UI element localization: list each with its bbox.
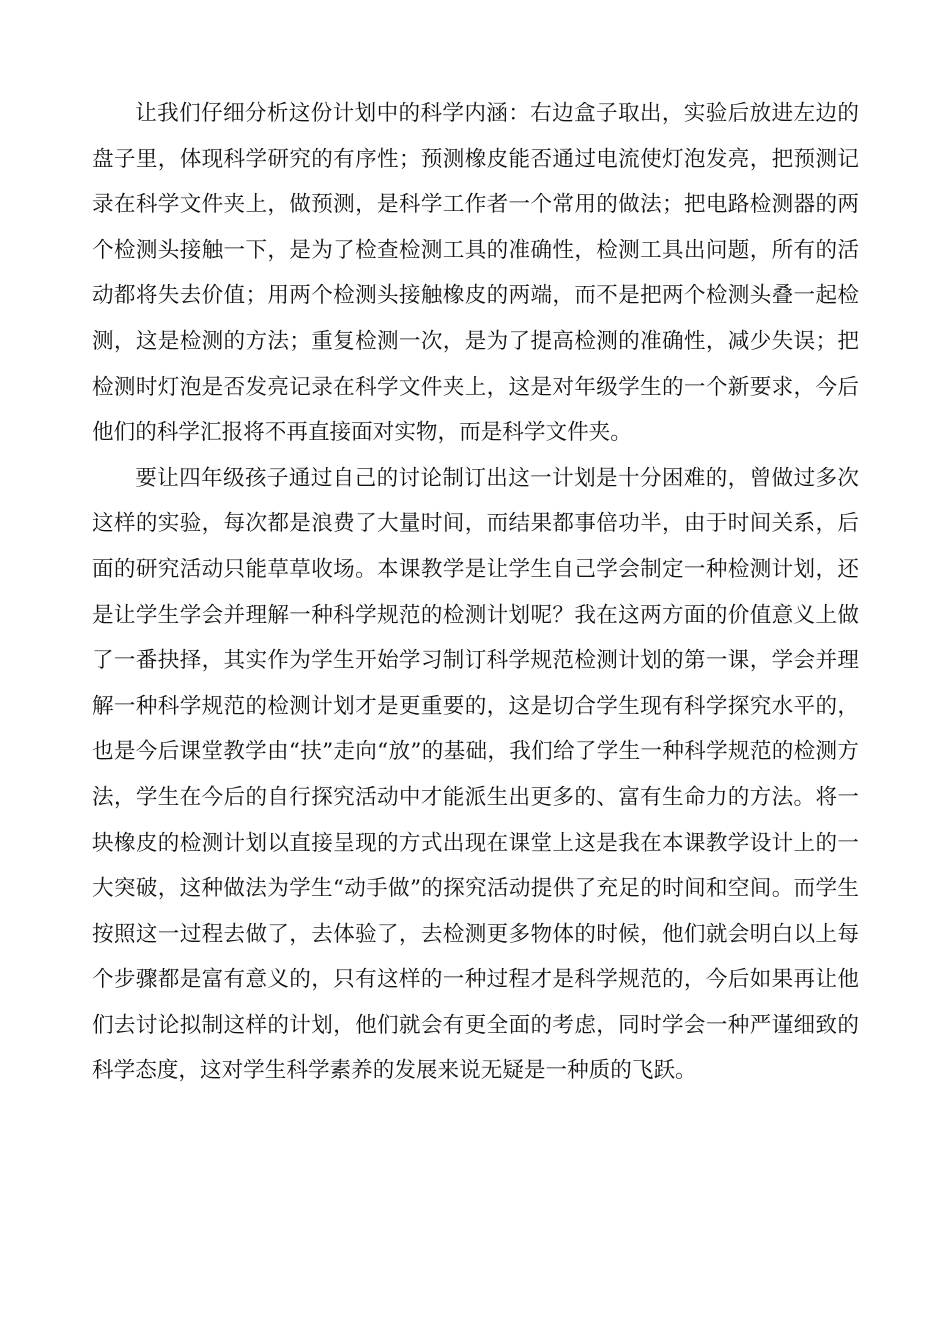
paragraph-2: 要让四年级孩子通过自己的讨论制订出这一计划是十分困难的，曾做过多次这样的实验，每次都是浪费了大量时间，而结果都事倍功半，由于时间关系，后面的研究活动只能草草收场。本课教学是让学生自己学会制定一种检测计划，还是让学生学会并理解一种科学规范的检测计划呢？我在这两方面的价值意义上做了一番抉择，其实作为学生开始学习制订科学规范检测计划的第一课，学会并理解一种科学规范的检测计划才是更重要的，这是切合学生现有科学探究水平的，也是今后课堂教学由“扶”走向“放”的基础，我们给了学生一种科学规范的检测方法，学生在今后的自行探究活动中才能派生出更多的、富有生命力的方法。将一块橡皮的检测计划以直接呈现的方式出现在课堂上这是我在本课教学设计上的一大突破，这种做法为学生“动手做”的探究活动提供了充足的时间和空间。而学生按照这一过程去做了，去体验了，去检测更多物体的时候，他们就会明白以上每个步骤都是富有意义的，只有这样的一种过程才是科学规范的，今后如果再让他们去讨论拟制这样的计划，他们就会有更全面的考虑，同时学会一种严谨细致的科学态度，这对学生科学素养的发展来说无疑是一种质的飞跃。 (92, 465, 859, 1084)
paragraph-1: 让我们仔细分析这份计划中的科学内涵：右边盒子取出，实验后放进左边的盘子里，体现科学研究的有序性；预测橡皮能否通过电流使灯泡发亮，把预测记录在科学文件夹上，做预测，是科学工作者一个常用的做法；把电路检测器的两个检测头接触一下，是为了检查检测工具的准确性，检测工具出问题，所有的活动都将失去价值；用两个检测头接触橡皮的两端，而不是把两个检测头叠一起检测，这是检测的方法；重复检测一次，是为了提高检测的准确性，减少失误；把检测时灯泡是否发亮记录在科学文件夹上，这是对年级学生的一个新要求，今后他们的科学汇报将不再直接面对实物，而是科学文件夹。 (92, 101, 859, 446)
document-body (92, 91, 859, 1094)
